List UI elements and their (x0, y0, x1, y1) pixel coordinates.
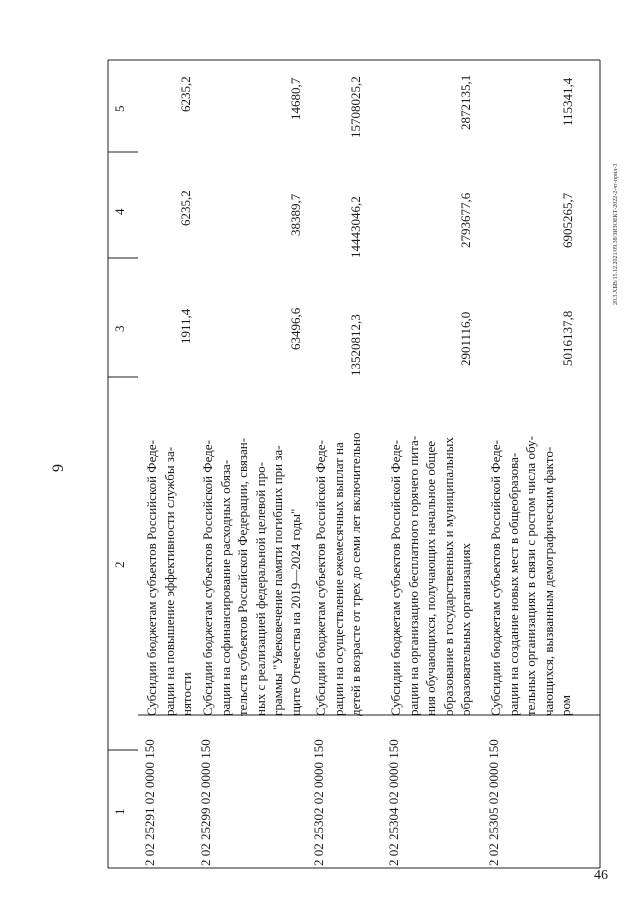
row-value-col4: 6235,2 (178, 190, 193, 226)
row-value-col5: 14680,7 (288, 77, 303, 120)
description-line: рации на осуществление ежемесячных выплат на (330, 442, 346, 716)
row-description (199, 371, 304, 716)
row-value-col4: 14443046,2 (348, 196, 363, 258)
row-value-col3: 63496,6 (288, 307, 303, 350)
row-value-col4: 38389,7 (288, 193, 303, 236)
row-value-col3: 2901116,0 (458, 311, 473, 366)
description-line: Субсидии бюджетам субъектов Российской Феде- (313, 440, 328, 716)
column-header-2: 2 (112, 561, 127, 568)
row-value-col5: 2872135,1 (458, 74, 473, 130)
row-code: 2 02 25302 02 0000 150 (311, 739, 326, 866)
description-line: нятости (179, 672, 194, 716)
description-line: рации на создание новых мест в общеобразова- (505, 452, 521, 716)
description-line: ния обучающихся, получающих начальное общее (423, 441, 438, 716)
column-header-3: 3 (112, 325, 127, 332)
description-line: Субсидии бюджетам субъектов Российской Феде- (144, 440, 159, 716)
row-value-col3: 5016137,8 (560, 310, 575, 366)
row-value-col5: 115341,4 (560, 77, 575, 126)
description-line: тельных организациях в связи с ростом числа обу- (523, 436, 538, 716)
footer-reference: 20.3.ХБВ/15.12.2021/09.38/ЗИЗОЕКТ-2022-2-чт-прил-3 (613, 163, 619, 305)
row-code: 2 02 25291 02 0000 150 (142, 739, 157, 866)
row-description (143, 371, 196, 716)
row-value-col3: 1911,4 (178, 308, 193, 344)
description-line: детей в возрасте от трех до семи лет включительно (348, 432, 363, 716)
description-line: рации на повышение эффективности службы за- (161, 446, 177, 716)
description-line: рации на софинансирование расходных обяза- (217, 459, 233, 716)
description-line: Субсидии бюджетам субъектов Российской Феде- (388, 440, 403, 716)
column-header-5: 5 (112, 105, 127, 112)
row-code: 2 02 25299 02 0000 150 (198, 739, 213, 866)
description-line: тельств субъектов Российской Федерации, связан- (235, 437, 250, 716)
footer-page-number: 46 (594, 868, 608, 883)
header-page-number: 9 (50, 464, 67, 472)
row-value-col4: 2793677,6 (458, 192, 473, 248)
row-description (312, 371, 365, 716)
description-line: чающихся, вызванным демографическим факто- (540, 446, 556, 716)
row-description (387, 371, 475, 716)
description-line: ных с реализацией федеральной целевой про- (252, 462, 268, 716)
description-line: щите Отечества на 2019—2024 годы" (287, 508, 303, 716)
column-header-1: 1 (112, 808, 127, 815)
row-value-col5: 6235,2 (178, 76, 193, 112)
description-line: Субсидии бюджетам субъектов Российской Феде- (488, 440, 503, 716)
description-line: образовательных организациях (458, 543, 473, 716)
description-line: граммы "Увековечение памяти погибших при за- (270, 445, 285, 716)
description-line: образование в государственных и муниципальных (440, 437, 456, 716)
description-line: рации на организацию бесплатного горячего пита- (405, 435, 421, 716)
description-line: Субсидии бюджетам субъектов Российской Феде- (200, 440, 215, 716)
row-value-col5: 15708025,2 (348, 76, 363, 138)
row-code: 2 02 25304 02 0000 150 (386, 739, 401, 866)
column-header-4: 4 (112, 208, 127, 215)
description-line: ром (558, 695, 573, 716)
row-value-col4: 6905265,7 (560, 192, 575, 248)
row-value-col3: 13520812,3 (348, 314, 363, 376)
row-code: 2 02 25305 02 0000 150 (486, 739, 501, 866)
row-description (487, 371, 575, 716)
